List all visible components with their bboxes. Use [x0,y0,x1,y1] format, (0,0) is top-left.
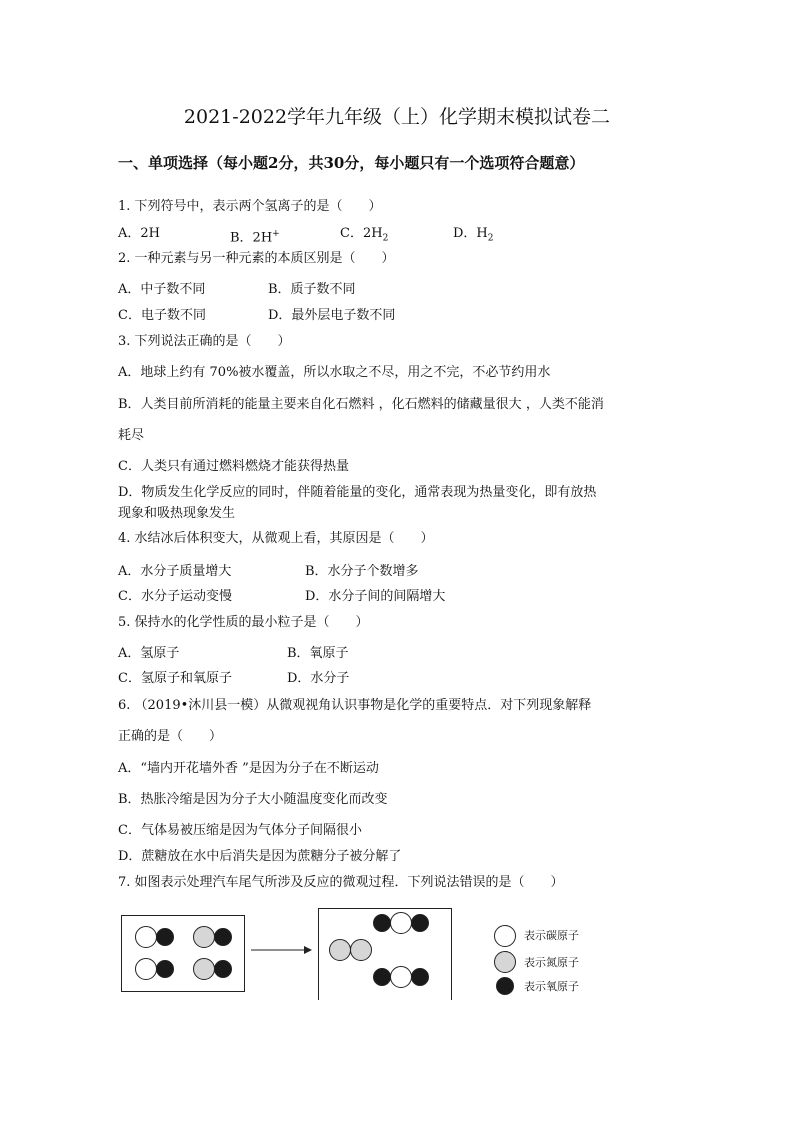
question-3-option-d-line2: 现象和吸热现象发生 [118,506,236,521]
question-5-stem: 5. 保持水的化学性质的最小粒子是（ ） [118,615,369,630]
nitrogen-atom [193,926,215,948]
legend-nitrogen-icon [494,951,516,973]
reaction-arrow-icon [250,943,314,957]
question-4-option-d: D．水分子间的间隔增大 [305,589,446,604]
question-5-option-b: B．氧原子 [287,646,349,661]
legend-carbon-icon [494,925,516,947]
question-4-option-c: C．水分子运动变慢 [118,589,232,604]
carbon-atom [390,912,412,934]
carbon-atom [135,926,157,948]
question-2-option-a: A．中子数不同 [118,282,206,297]
question-2-option-d: D．最外层电子数不同 [268,308,396,323]
question-6-stem-line1: 6. （2019•沐川县一模）从微观视角认识事物是化学的重要特点．对下列现象解释 [118,698,592,713]
question-3-option-d-line1: D．物质发生化学反应的同时，伴随着能量的变化，通常表现为热量变化，即有放热 [118,485,597,500]
legend-oxygen-icon [496,977,514,995]
question-5-option-d: D．水分子 [287,671,350,686]
question-4-option-b: B．水分子个数增多 [305,564,419,579]
nitrogen-atom [193,958,215,980]
question-4-stem: 4. 水结冰后体积变大，从微观上看，其原因是（ ） [118,531,434,546]
question-3-option-b-line1: B．人类目前所消耗的能量主要来自化石燃料 ，化石燃料的储藏量很大 ，人类不能消 [118,397,604,412]
question-2-stem: 2. 一种元素与另一种元素的本质区别是（ ） [118,251,395,266]
question-1-option-b: B．2H+ [230,229,280,246]
oxygen-atom [156,960,174,978]
question-3-stem: 3. 下列说法正确的是（ ） [118,334,291,349]
question-1-option-a: A．2H [118,226,160,241]
question-5-option-a: A．氢原子 [118,646,180,661]
products-box [318,908,452,1000]
question-7-stem: 7. 如图表示处理汽车尾气所涉及反应的微观过程．下列说法错误的是（ ） [118,875,564,890]
question-5-option-c: C．氢原子和氧原子 [118,671,232,686]
nitrogen-atom [350,939,372,961]
question-2-option-c: C．电子数不同 [118,308,206,323]
legend-nitrogen-label: 表示氮原子 [524,956,579,969]
question-1-option-c: C．$2H_2$ [340,226,389,244]
oxygen-atom [411,968,429,986]
oxygen-atom [214,928,232,946]
legend-carbon-label: 表示碳原子 [524,929,579,942]
nitrogen-atom [329,939,351,961]
section-heading: 一、单项选择（每小题2分，共30分，每小题只有一个选项符合题意） [118,154,585,172]
question-6-option-b: B．热胀冷缩是因为分子大小随温度变化而改变 [118,792,388,807]
oxygen-atom [214,960,232,978]
legend-oxygen-label: 表示氧原子 [524,980,579,993]
question-2-option-b: B．质子数不同 [268,282,356,297]
reactants-box [121,915,245,992]
question-3-option-c: C．人类只有通过燃料燃烧才能获得热量 [118,459,349,474]
page-title: 2021-2022学年九年级（上）化学期末模拟试卷二 [183,106,611,128]
oxygen-atom [373,968,391,986]
reaction-diagram [118,905,678,1000]
oxygen-atom [156,928,174,946]
oxygen-atom [411,914,429,932]
carbon-atom [135,958,157,980]
question-6-option-c: C．气体易被压缩是因为气体分子间隔很小 [118,823,362,838]
question-6-option-a: A．“墙内开花墙外香 ”是因为分子在不断运动 [118,761,379,776]
question-4-option-a: A．水分子质量增大 [118,564,232,579]
oxygen-atom [373,914,391,932]
question-1-option-d: D．$H_2$ [453,226,494,244]
question-6-stem-line2: 正确的是（ ） [118,729,223,744]
question-3-option-a: A．地球上约有 70%被水覆盖，所以水取之不尽，用之不完，不必节约用水 [118,365,551,380]
question-1-stem: 1. 下列符号中，表示两个氢离子的是（ ） [118,199,382,214]
carbon-atom [390,966,412,988]
question-3-option-b-line2: 耗尽 [118,428,145,443]
question-6-option-d: D．蔗糖放在水中后消失是因为蔗糖分子被分解了 [118,849,402,864]
